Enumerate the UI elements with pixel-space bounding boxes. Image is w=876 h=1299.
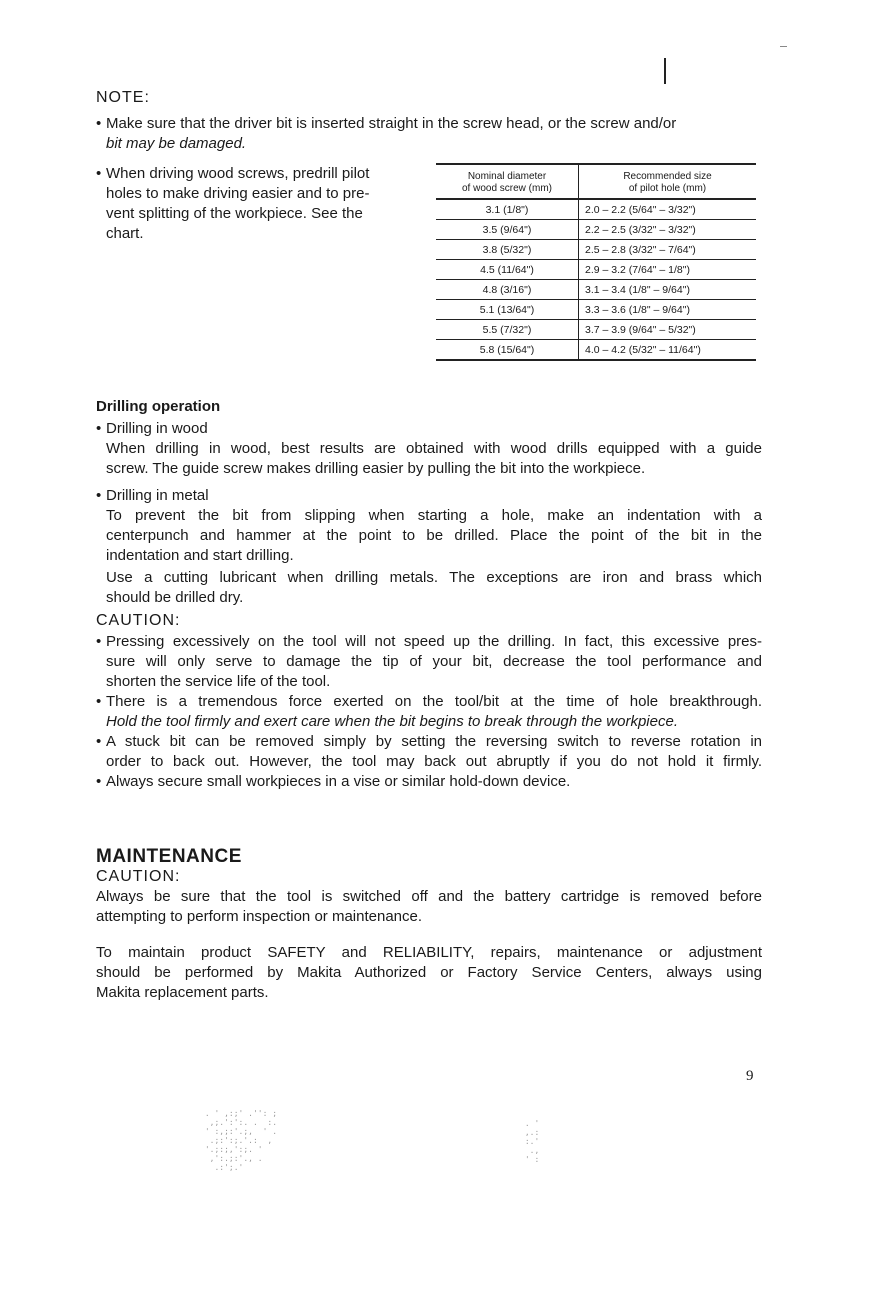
caution-bullet-2 (96, 692, 762, 732)
text-line: There is a tremendous force exerted on the tool/bit at the time of hole breakthrough. (106, 693, 762, 710)
table-row (436, 280, 756, 300)
text-line: Always secure small workpieces in a vise or similar hold-down device. (106, 773, 571, 790)
text-line: Make sure that the driver bit is inserted straight in the screw head, or the screw and/or (106, 115, 677, 132)
header-line: Nominal diameter (467, 171, 547, 182)
maintenance-paragraph (96, 943, 762, 1003)
table-row (436, 320, 756, 340)
table-header-row (436, 164, 756, 199)
screw-cell: 5.8 (15/64") (436, 340, 579, 361)
text-line: A stuck bit can be removed simply by setting the reversing switch to reverse rotation in (106, 733, 762, 750)
subsection-label: Drilling in wood (106, 420, 208, 437)
screw-cell: 4.5 (11/64") (436, 260, 579, 280)
hole-cell: 3.3 – 3.6 (1/8" – 9/64") (579, 300, 757, 320)
scan-mark (664, 58, 666, 84)
bullet-dot: • (96, 773, 102, 790)
text-line: indentation and start drilling. (106, 547, 294, 564)
screw-cell: 5.5 (7/32") (436, 320, 579, 340)
text-line: order to back out. However, the tool may back out abruptly if you do not hold it firmly. (106, 753, 762, 770)
drilling-metal-item (96, 486, 762, 608)
text-line: Use a cutting lubricant when drilling metals. The exceptions are iron and brass which (106, 569, 762, 586)
table-row (436, 300, 756, 320)
bullet-dot: • (96, 165, 102, 182)
bullet-dot: • (96, 420, 102, 437)
text-line: To maintain product SAFETY and RELIABILITY, repairs, maintenance or adjustment (96, 944, 762, 961)
maintenance-caution-text (96, 887, 762, 927)
note-label: NOTE: (96, 89, 150, 106)
subsection-label: Drilling in metal (106, 487, 209, 504)
drilling-wood-item (96, 419, 762, 479)
bullet-dot: • (96, 487, 102, 504)
header-nominal-diameter (436, 164, 579, 199)
caution-bullet-3 (96, 732, 762, 772)
text-line: bit may be damaged. (106, 135, 247, 152)
header-recommended-size (579, 164, 757, 199)
text-line: sure will only serve to damage the tip of your bit, decrease the tool performance and (106, 653, 762, 670)
text-line: When driving wood screws, predrill pilot (106, 165, 370, 182)
hole-cell: 3.1 – 3.4 (1/8" – 9/64") (579, 280, 757, 300)
note-bullet-2 (96, 164, 426, 244)
text-line: Pressing excessively on the tool will not speed up the drilling. In fact, this excessive pres- (106, 633, 762, 650)
scan-noise: . ' ,:;' .'': ; ,;.':':. . :. ' :,;:'.;, ' . .;:':;.'.: , '.;:;,':;. ' ,':.;:'., . .:';.' (204, 1109, 278, 1172)
hole-cell: 2.5 – 2.8 (3/32" – 7/64") (579, 240, 757, 260)
pilot-hole-table (436, 163, 756, 361)
text-line: should be drilled dry. (106, 589, 244, 606)
hole-cell: 2.9 – 3.2 (7/64" – 1/8") (579, 260, 757, 280)
screw-cell: 3.1 (1/8") (436, 199, 579, 220)
table-row (436, 260, 756, 280)
text-line: Makita replacement parts. (96, 984, 269, 1001)
scan-noise: . ' ,.: :.' ., ' : (524, 1119, 540, 1164)
header-line: Recommended size (623, 171, 712, 182)
hole-cell: 2.2 – 2.5 (3/32" – 3/32") (579, 220, 757, 240)
maintenance-heading: MAINTENANCE (96, 846, 242, 867)
text-line: To prevent the bit from slipping when starting a hole, make an indentation with a (106, 507, 762, 524)
caution-bullet-1 (96, 632, 762, 692)
text-line: shorten the service life of the tool. (106, 673, 331, 690)
maintenance-caution-label: CAUTION: (96, 868, 181, 885)
header-line: of pilot hole (mm) (628, 183, 707, 194)
text-line: screw. The guide screw makes drilling easier by pulling the bit into the workpiece. (106, 460, 646, 477)
hole-cell: 4.0 – 4.2 (5/32" – 11/64") (579, 340, 757, 361)
bullet-dot: • (96, 733, 102, 750)
bullet-dot: • (96, 633, 102, 650)
text-line: chart. (106, 225, 144, 242)
header-line: of wood screw (mm) (461, 183, 552, 194)
bullet-dot: • (96, 115, 102, 132)
caution-bullet-4 (96, 772, 762, 792)
table-row (436, 199, 756, 220)
text-line: attempting to perform inspection or maintenance. (96, 908, 423, 925)
table-row (436, 240, 756, 260)
note-bullet-1 (96, 114, 766, 154)
hole-cell: 2.0 – 2.2 (5/64" – 3/32") (579, 199, 757, 220)
text-line: When drilling in wood, best results are obtained with wood drills equipped with a guide (106, 440, 762, 457)
scan-mark (780, 46, 787, 47)
table-row (436, 340, 756, 361)
caution-label: CAUTION: (96, 612, 181, 629)
screw-cell: 5.1 (13/64") (436, 300, 579, 320)
table-row (436, 220, 756, 240)
screw-cell: 3.5 (9/64") (436, 220, 579, 240)
page-number: 9 (746, 1068, 754, 1084)
text-line: should be performed by Makita Authorized or Factory Service Centers, always using (96, 964, 762, 981)
bullet-dot: • (96, 693, 102, 710)
text-line: Hold the tool firmly and exert care when the bit begins to break through the workpiece. (106, 713, 678, 730)
text-line: vent splitting of the workpiece. See the (106, 205, 363, 222)
text-line: holes to make driving easier and to pre- (106, 185, 370, 202)
screw-cell: 4.8 (3/16") (436, 280, 579, 300)
text-line: centerpunch and hammer at the point to be drilled. Place the point of the bit in the (106, 527, 762, 544)
hole-cell: 3.7 – 3.9 (9/64" – 5/32") (579, 320, 757, 340)
drilling-heading: Drilling operation (96, 398, 221, 415)
screw-cell: 3.8 (5/32") (436, 240, 579, 260)
text-line: Always be sure that the tool is switched off and the battery cartridge is removed before (96, 888, 762, 905)
